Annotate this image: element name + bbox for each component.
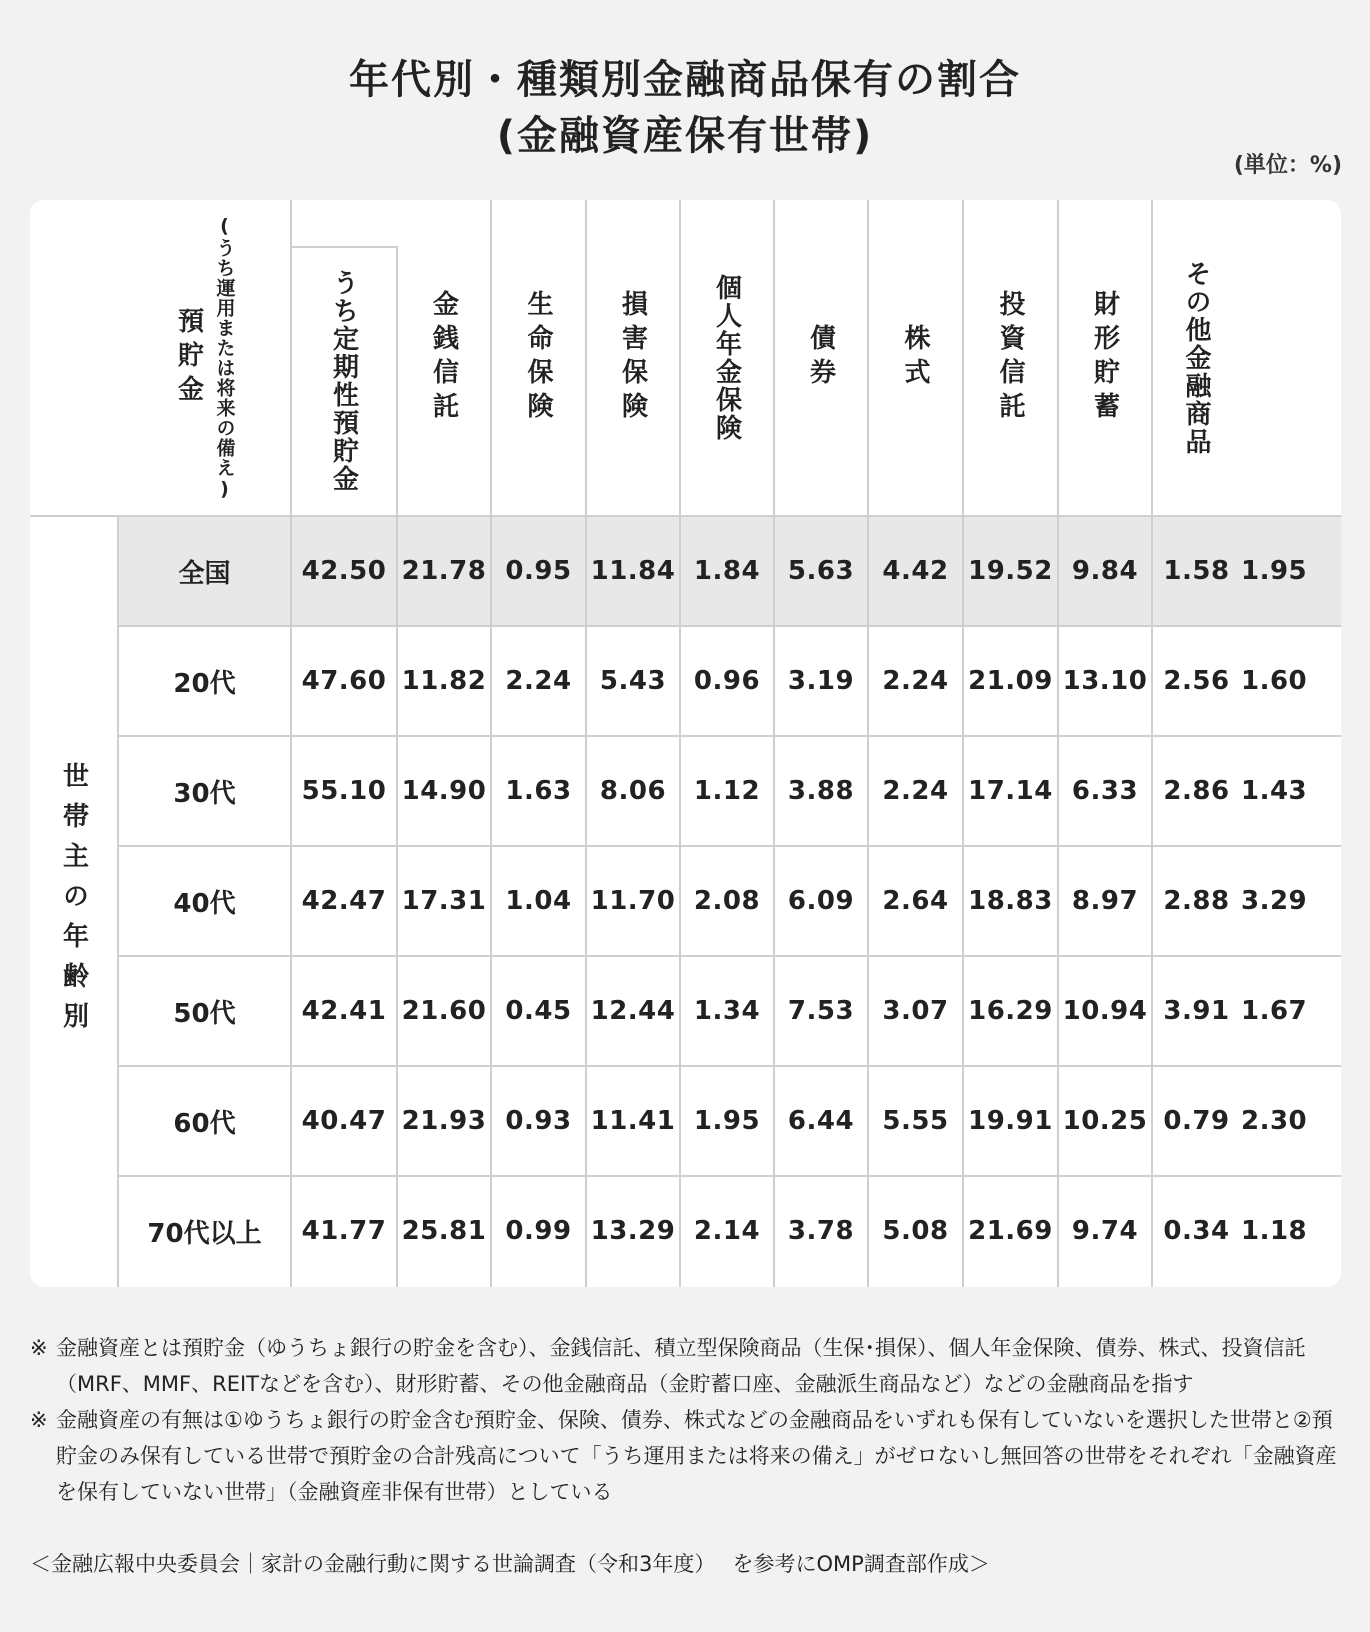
table-cell: 19.52 [968,556,1053,586]
row-label: 50代 [173,998,236,1029]
column-label: 個人年金保険 [711,274,742,442]
column-label: その他金融商品 [1181,260,1211,456]
table-cell: 17.31 [401,886,487,916]
table-cell: 0.99 [505,1216,572,1246]
column-header [868,200,963,516]
column-header [680,200,774,516]
table-cell: 12.44 [590,996,676,1026]
table-cell: 1.43 [1241,776,1308,806]
table-cell: 9.84 [1071,556,1139,586]
column-header [1058,200,1152,516]
table-cell: 14.90 [401,776,487,806]
note-text-2: 金融資産の有無は①ゆうちょ銀行の貯金含む預貯金、保険、債券、株式などの金融商品をいずれも保有していないを選択した世帯と②預貯金のみ保有している世帯で預貯金の合計残高について「うち運用または将来の備え」がゼロないし無回答の世帯をそれぞれ「金融資産を保有していない世帯」（金融資産非保有世帯）としている [56,1408,1337,1504]
table-cell: 1.84 [693,556,761,586]
column-header [963,200,1058,516]
column-header [118,200,291,516]
table-cell: 2.86 [1163,776,1230,806]
column-label: 債券 [805,324,836,392]
source-credit: ＜金融広報中央委員会｜家計の金融行動に関する世論調査（令和3年度） を参考にOMP調査部作成＞ [30,1552,990,1576]
note-text-1: 金融資産とは預貯金（ゆうちょ銀行の貯金を含む）、金銭信託、積立型保険商品（生保･損保）、個人年金保険、債券、株式、投資信託（MRF、MMF、REITなどを含む）、財形貯蓄、その他金融商品（金貯蓄口座、金融派生商品など）などの金融商品を指す [56,1336,1306,1396]
table-cell: 1.58 [1163,556,1230,586]
table-cell: 13.10 [1062,666,1148,696]
table-cell: 10.25 [1062,1106,1148,1136]
column-header [774,200,868,516]
column-label: うち定期性預貯金 [328,269,359,493]
table-cell: 2.24 [505,666,572,696]
column-label: 財形貯蓄 [1089,290,1120,426]
table-cell: 5.08 [882,1216,949,1246]
table-cell: 0.34 [1163,1216,1230,1246]
table-cell: 11.70 [590,886,676,916]
table-cell: 7.53 [787,996,855,1026]
table-cell: 1.60 [1241,666,1308,696]
column-label: 株式 [900,324,930,392]
table-cell: 5.63 [787,556,855,586]
table-cell: 0.79 [1163,1106,1230,1136]
row-label: 60代 [173,1108,236,1139]
row-label: 40代 [173,888,236,919]
table-cell: 6.44 [787,1106,855,1136]
column-sublabel: (うち運用または将来の備え) [213,215,236,501]
column-header [491,200,586,516]
table-cell: 21.60 [401,996,487,1026]
table-cell: 4.42 [882,556,949,586]
column-header [1152,200,1241,516]
table-cell: 0.93 [505,1106,572,1136]
column-header [291,246,397,516]
table-cell: 1.18 [1241,1216,1308,1246]
table-cell: 8.06 [599,776,667,806]
table-cell: 1.04 [505,886,572,916]
table-cell: 21.09 [968,666,1053,696]
table-cell: 13.29 [590,1216,676,1246]
table-cell: 11.82 [401,666,487,696]
table-cell: 1.12 [693,776,761,806]
column-label: 投資信託 [995,290,1025,426]
table-cell: 16.29 [968,996,1053,1026]
table-cell: 6.09 [787,886,855,916]
table-cell: 11.84 [590,556,676,586]
note-2 [30,1402,1340,1510]
table-cell: 2.24 [882,666,949,696]
table-cell: 3.78 [787,1216,855,1246]
table-cell: 2.56 [1163,666,1230,696]
table-cell: 1.95 [1241,556,1308,586]
table-cell: 18.83 [968,886,1053,916]
row-group-label-text: 世帯主の年齢別 [58,761,89,1042]
table-cell: 3.29 [1241,886,1308,916]
table-cell: 42.50 [301,556,387,586]
column-header [397,200,491,516]
note-mark-1: ※ [30,1336,48,1360]
table-cell: 19.91 [968,1106,1053,1136]
note-mark-2: ※ [30,1408,48,1432]
table-cell: 0.96 [693,666,761,696]
table-cell: 1.95 [693,1106,761,1136]
notes [30,1330,1340,1510]
unit-label: (単位：%) [1233,153,1342,178]
table-cell: 3.19 [787,666,855,696]
table-cell: 5.55 [882,1106,949,1136]
table-cell: 17.14 [968,776,1053,806]
column-label: 金銭信託 [428,290,459,426]
table-cell: 1.63 [505,776,572,806]
column-label: 損害保険 [617,290,648,426]
column-label: 生命保険 [523,290,553,426]
note-1 [30,1330,1340,1402]
table-cell: 0.95 [505,556,572,586]
table-cell: 6.33 [1071,776,1139,806]
table-cell: 42.47 [301,886,387,916]
table-cell: 2.30 [1241,1106,1308,1136]
row-group-label [30,516,118,1287]
page-title [0,52,1370,164]
table-cell: 11.41 [590,1106,676,1136]
table-cell: 8.97 [1071,886,1139,916]
table-cell: 55.10 [301,776,387,806]
table-cell: 2.08 [693,886,761,916]
row-label: 全国 [178,558,231,589]
table-cell: 9.74 [1071,1216,1139,1246]
row-label: 70代以上 [147,1218,262,1249]
table-cell: 3.91 [1163,996,1230,1026]
table-cell: 47.60 [301,666,387,696]
table-cell: 21.69 [968,1216,1053,1246]
row-label: 30代 [173,778,236,809]
column-label: 預貯金 [173,307,204,409]
table-cell: 2.14 [693,1216,761,1246]
table-cell: 41.77 [301,1216,387,1246]
table-cell: 40.47 [301,1106,387,1136]
table-cell: 2.88 [1163,886,1230,916]
row-label: 20代 [173,668,236,699]
table-cell: 5.43 [599,666,667,696]
table-cell: 10.94 [1062,996,1148,1026]
table-cell: 2.64 [882,886,949,916]
table-cell: 25.81 [401,1216,487,1246]
table-cell: 42.41 [301,996,387,1026]
title-line-2: (金融資産保有世帯) [496,113,874,159]
table-cell: 21.93 [401,1106,487,1136]
table-cell: 2.24 [882,776,949,806]
title-line-1: 年代別・種類別金融商品保有の割合 [349,57,1021,103]
table-cell: 3.88 [787,776,855,806]
column-header [586,200,680,516]
table-cell: 3.07 [882,996,949,1026]
table-cell: 1.34 [693,996,761,1026]
table-cell: 21.78 [401,556,487,586]
table-cell: 1.67 [1241,996,1308,1026]
table-cell: 0.45 [505,996,572,1026]
data-table [30,200,1341,1287]
